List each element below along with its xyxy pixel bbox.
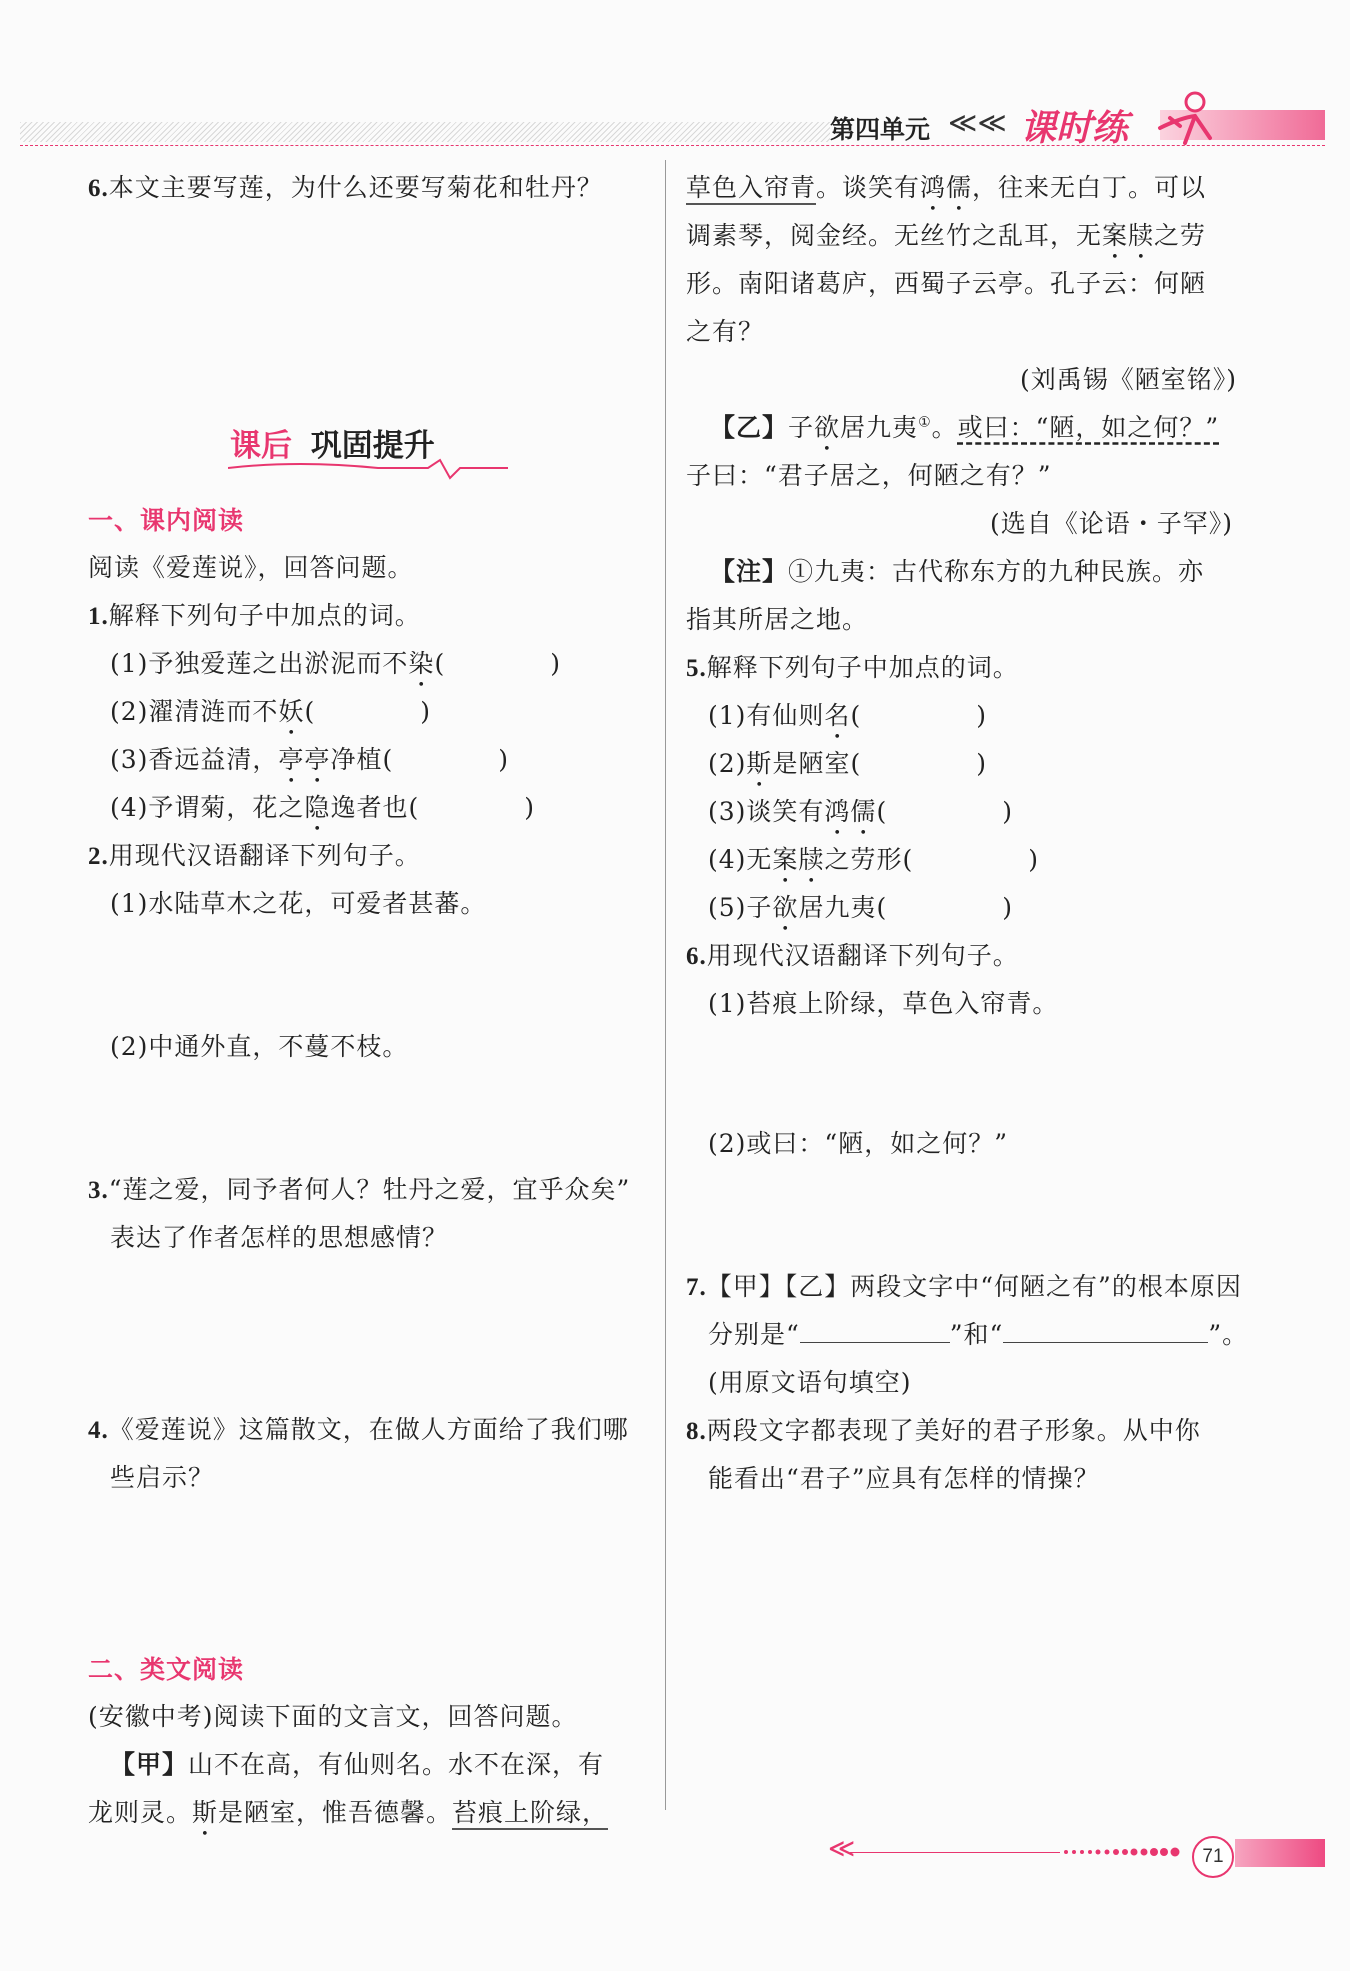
footer-arrow-icon: ≪ [828,1834,856,1864]
q1-item: (3)香远益清，亭亭净植( ) [110,745,509,774]
q7-blank-2[interactable] [1003,1320,1208,1343]
left-q2: 2.用现代汉语翻译下列句子。 [88,841,421,870]
footer-dots [1062,1846,1190,1858]
q1-item: (2)濯清涟而不妖( ) [110,697,431,726]
header-rule [20,145,1325,146]
chevrons-icon: ≪≪ [948,106,1007,139]
right-q7: 7.【甲】【乙】两段文字中“何陋之有”的根本原因 [686,1272,1242,1301]
q5-item: (3)谈笑有鸿儒( ) [708,797,1013,826]
right-q5: 5.解释下列句子中加点的词。 [686,653,1019,682]
column-divider [665,160,666,1810]
q5-item: (5)子欲居九夷( ) [708,893,1013,922]
page-number: 71 [1192,1836,1234,1878]
left-q1: 1.解释下列句子中加点的词。 [88,601,421,630]
section-banner: 课后 巩固提升 [230,428,435,464]
left-q3-line2: 表达了作者怎样的思想感情？ [110,1223,449,1252]
q7-fill-line: 分别是“ ”和“ ”。 [708,1320,1249,1349]
left-q3: 3.“莲之爱，同予者何人？牡丹之爱，宜乎众矣” [88,1175,631,1204]
right-q8-line2: 能看出“君子”应具有怎样的情操？ [708,1464,1100,1493]
source-1: (刘禹锡《陋室铭》) [1020,365,1238,394]
passage-jia-line2: 龙则灵。斯是陋室，惟吾德馨。苔痕上阶绿， [88,1793,608,1842]
q5-item: (1)有仙则名( ) [708,701,987,730]
q7-note: (用原文语句填空) [708,1368,912,1397]
section-title-2: 二、类文阅读 [88,1655,245,1684]
banner-underline [228,458,508,482]
brand-figure-icon [1150,88,1230,148]
passage-jia-line1: 【甲】山不在高，有仙则名。水不在深，有 [110,1750,605,1779]
q7-blank-1[interactable] [800,1320,950,1343]
q1-item: (1)予独爱莲之出淤泥而不染( ) [110,649,561,678]
left-q6: 6.本文主要写莲，为什么还要写菊花和牡丹？ [88,173,603,202]
q6-sentence-1: (1)苔痕上阶绿，草色入帘青。 [708,989,1059,1018]
note-line2: 指其所居之地。 [686,605,869,634]
q-number: 6. [88,175,109,202]
left-q4-line2: 些启示？ [110,1463,215,1492]
q5-item: (2)斯是陋室( ) [708,749,987,778]
section-intro-1: 阅读《爱莲说》，回答问题。 [88,553,414,582]
q6-sentence-2: (2)或曰：“陋，如之何？” [708,1129,1008,1158]
section-title-1: 一、课内阅读 [88,506,245,535]
passage-jia-line5: 形。南阳诸葛庐，西蜀子云亭。孔子云：何陋 [686,269,1207,298]
passage-jia-line4: 调素琴，阅金经。无丝竹之乱耳，无案牍之劳 [686,221,1207,250]
unit-title: 第四单元 [830,115,931,144]
right-q8: 8.两段文字都表现了美好的君子形象。从中你 [686,1416,1201,1445]
brand-title: 课时练 [1020,108,1129,149]
right-q6: 6.用现代汉语翻译下列句子。 [686,941,1019,970]
source-2: (选自《论语・子罕》) [990,509,1234,538]
footer-pink-bar [1235,1839,1325,1867]
q1-item: (4)予谓菊，花之隐逸者也( ) [110,793,535,822]
header-hatch-band [20,122,830,142]
passage-yi-line1: 【乙】子欲居九夷①。或曰：“陋，如之何？” [710,413,1220,442]
passage-yi-line2: 子曰：“君子居之，何陋之有？” [686,461,1052,490]
q2-sentence-2: (2)中通外直，不蔓不枝。 [110,1032,409,1061]
q2-sentence-1: (1)水陆草木之花，可爱者甚蕃。 [110,889,487,918]
passage-jia-line6: 之有？ [686,317,765,346]
section-intro-2: (安徽中考)阅读下面的文言文，回答问题。 [88,1702,578,1731]
passage-jia-line3: 草色入帘青。谈笑有鸿儒，往来无白丁。可以 [686,168,1206,217]
note-line1: 【注】①九夷：古代称东方的九种民族。亦 [710,557,1205,586]
footer-line [850,1852,1060,1853]
left-q4: 4.《爱莲说》这篇散文，在做人方面给了我们哪 [88,1415,629,1444]
q5-item: (4)无案牍之劳形( ) [708,845,1039,874]
